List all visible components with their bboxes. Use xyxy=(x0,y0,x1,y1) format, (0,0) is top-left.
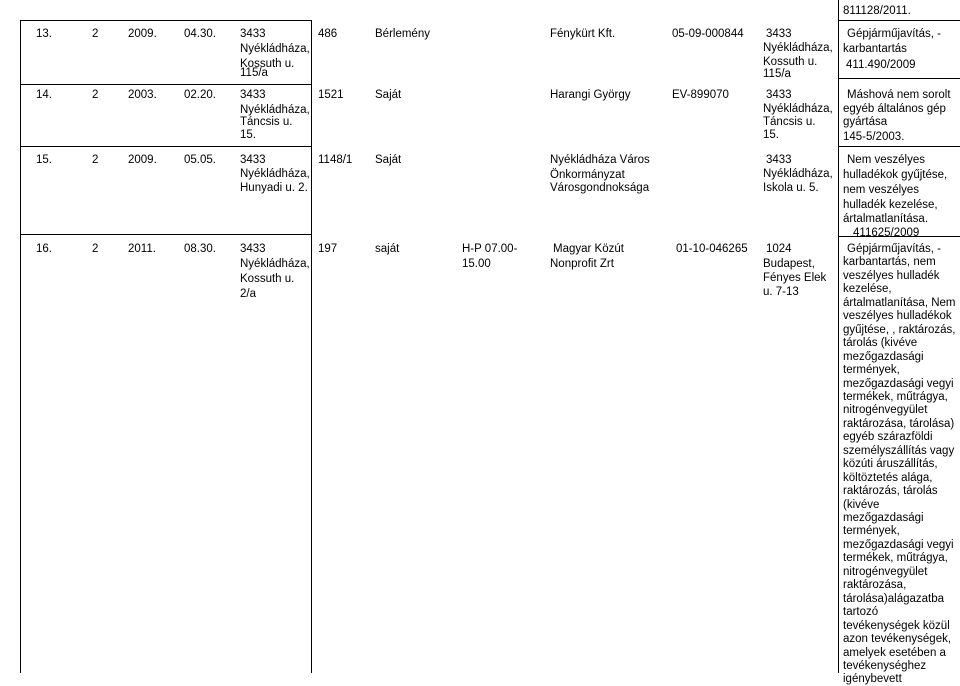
row-address-line: Hunyadi u. 2. xyxy=(240,182,308,194)
row-count: 2 xyxy=(92,154,99,166)
activity-text: gyártása xyxy=(843,116,888,128)
activity-text-line: gyűjtése, , raktározás, xyxy=(843,323,956,336)
lot-number: 1521 xyxy=(318,89,344,101)
activity-text-line: nitrogénvegyület xyxy=(843,404,928,417)
operator-seat-line: Kossuth u. xyxy=(763,56,818,68)
activity-text-line: mezőgazdasági xyxy=(843,512,924,524)
operator-name: Önkormányzat xyxy=(550,169,625,181)
activity-text-line: közúti áruszállítás, xyxy=(843,458,938,471)
operator-name: Harangi György xyxy=(550,89,631,101)
activity-text-line: költöztetés alága, xyxy=(843,471,933,484)
left-table-right-border xyxy=(311,20,312,673)
operator-seat-line: Táncsis u. xyxy=(763,116,816,128)
row-count: 2 xyxy=(92,89,99,101)
row-address-line: 3433 xyxy=(240,89,266,101)
left-table-row-divider xyxy=(20,84,311,85)
ownership-type: Saját xyxy=(375,89,402,101)
activity-text: nem veszélyes xyxy=(843,184,920,196)
activity-text-line: mezőgazdasági xyxy=(843,350,924,363)
row-date-monthday: 02.20. xyxy=(184,89,216,101)
row-address-line: Nyékládháza, xyxy=(240,258,310,270)
activity-text-line: amelyek esetében a xyxy=(843,646,946,659)
row-date-year: 2011. xyxy=(128,243,156,255)
left-table-row-divider xyxy=(20,146,311,147)
operator-seat-line: Budapest, xyxy=(763,258,815,270)
opening-hours: H-P 07.00- xyxy=(462,243,518,255)
operator-seat-line: 115/a xyxy=(763,68,791,80)
row-date-monthday: 04.30. xyxy=(184,28,216,40)
operator-seat-line: Nyékládháza, xyxy=(763,168,833,180)
operator-seat-line: u. 7-13 xyxy=(763,286,799,298)
operator-name: Nyékládháza Város xyxy=(550,154,650,166)
permit-number: 811128/2011. xyxy=(843,5,911,17)
row-address-line: 2/a xyxy=(240,288,256,300)
activity-text-line: (kivéve xyxy=(843,498,880,511)
activity-text-line: tárolása)alágazatba xyxy=(843,592,945,605)
row-address-line: 15. xyxy=(240,129,256,141)
activity-text-line: mezőgazdasági vegyi xyxy=(843,377,954,390)
row-date-year: 2009. xyxy=(128,28,157,40)
activity-text-line: Gépjárműjavítás, - xyxy=(847,243,941,255)
operator-name: Fénykürt Kft. xyxy=(550,28,616,40)
activity-text-line: tevékenységhez xyxy=(843,659,927,672)
activity-text-line: tevékenységek közül xyxy=(843,619,950,632)
row-address-line: 3433 xyxy=(240,154,266,166)
right-col-row-divider xyxy=(838,146,960,147)
row-number: 16. xyxy=(36,243,52,255)
operator-name: Nonprofit Zrt xyxy=(550,258,614,270)
operator-seat-line: Iskola u. 5. xyxy=(763,182,819,194)
activity-text-line: karbantartás, nem xyxy=(843,256,936,269)
left-table-left-border xyxy=(20,20,21,673)
row-date-year: 2009. xyxy=(128,154,157,166)
row-address-line: Nyékládháza, xyxy=(240,43,310,55)
activity-text-line: veszélyes hulladék xyxy=(843,269,940,282)
activity-text-line: egyéb szárazföldi xyxy=(843,431,933,444)
activity-text: ártalmatlanítása. xyxy=(843,213,929,225)
activity-text-line: azon tevékenységek, xyxy=(843,633,952,646)
activity-text-line: ártalmatlanítása, Nem xyxy=(843,296,956,309)
right-col-row-divider xyxy=(838,78,960,79)
operator-name: Magyar Közút xyxy=(553,243,624,255)
activity-text: hulladékok gyűjtése, xyxy=(843,169,948,181)
opening-hours: 15.00 xyxy=(462,258,491,270)
activity-text-line: mezőgazdasági vegyi xyxy=(843,538,954,551)
row-address-line: Nyékládháza, xyxy=(240,168,310,180)
row-address-line: Kossuth u. xyxy=(240,273,295,285)
activity-text: Máshová nem sorolt xyxy=(847,89,951,101)
operator-seat-line: 1024 xyxy=(766,243,792,255)
lot-number: 1148/1 xyxy=(318,154,353,166)
row-number: 14. xyxy=(36,89,52,101)
activity-text: hulladék kezelése, xyxy=(843,199,938,211)
activity-text-line: raktározása, tárolása) xyxy=(843,417,955,430)
operator-seat-line: Nyékládháza, xyxy=(763,103,833,115)
ownership-type: Bérlemény xyxy=(375,28,430,40)
activity-text: egyéb általános gép xyxy=(843,103,946,115)
row-address-line: Táncsis u. xyxy=(240,116,293,128)
operator-seat-line: Nyékládháza, xyxy=(763,42,833,54)
activity-text-line: nitrogénvegyület xyxy=(843,565,928,578)
activity-text-line: raktározás, tárolás xyxy=(843,485,938,498)
row-address-line: 3433 xyxy=(240,243,266,255)
row-address-line: 3433 xyxy=(240,28,266,40)
operator-seat-line: 3433 xyxy=(766,28,792,40)
activity-text-line: raktározása, xyxy=(843,579,907,592)
ownership-type: saját xyxy=(375,243,400,255)
lot-number: 197 xyxy=(318,243,338,255)
activity-text: Nem veszélyes xyxy=(847,154,925,166)
operator-seat-line: 3433 xyxy=(766,154,792,166)
activity-text: Gépjárműjavítás, - xyxy=(847,28,941,40)
row-number: 13. xyxy=(36,28,52,40)
permit-reference: 411625/2009 xyxy=(853,227,920,239)
activity-text-line: termények, xyxy=(843,525,900,538)
operator-seat-line: Fényes Elek xyxy=(763,272,827,284)
registration-number: 05-09-000844 xyxy=(672,28,744,40)
left-table-top-border xyxy=(20,20,311,21)
operator-name: Városgondnoksága xyxy=(550,182,650,194)
activity-text-line: termények, xyxy=(843,364,900,377)
row-address-line: Nyékládháza, xyxy=(240,104,310,116)
ownership-type: Saját xyxy=(375,154,402,166)
right-col-row-divider xyxy=(838,20,960,21)
activity-text-line: veszélyes hulladékok xyxy=(843,310,952,323)
activity-text-line: igénybevett xyxy=(843,673,902,686)
right-col-left-border xyxy=(838,0,839,673)
activity-text-line: kezelése, xyxy=(843,283,892,296)
row-date-monthday: 05.05. xyxy=(184,154,216,166)
left-table-row-divider xyxy=(20,234,311,235)
lot-number: 486 xyxy=(318,28,338,40)
activity-text-line: tárolás (kivéve xyxy=(843,337,918,350)
row-address-line: Kossuth u. xyxy=(240,58,295,70)
row-date-year: 2003. xyxy=(128,89,157,101)
operator-seat-line: 3433 xyxy=(766,89,792,101)
row-date-monthday: 08.30. xyxy=(184,243,216,255)
row-number: 15. xyxy=(36,154,52,166)
activity-text-line: személyszállítás vagy xyxy=(843,444,955,457)
activity-text-line: tartozó xyxy=(843,606,879,619)
permit-reference: 145-5/2003. xyxy=(843,131,905,143)
row-count: 2 xyxy=(92,28,99,40)
permit-reference: 411.490/2009 xyxy=(846,59,916,71)
row-address-line: 115/a xyxy=(240,67,268,79)
row-count: 2 xyxy=(92,243,99,255)
operator-seat-line: 15. xyxy=(763,129,779,141)
activity-text-line: termékek, műtrágya, xyxy=(843,552,948,565)
registration-number: EV-899070 xyxy=(672,89,729,101)
activity-text: karbantartás xyxy=(843,43,907,55)
activity-text-line: termékek, műtrágya, xyxy=(843,390,948,403)
registration-number: 01-10-046265 xyxy=(676,243,748,255)
